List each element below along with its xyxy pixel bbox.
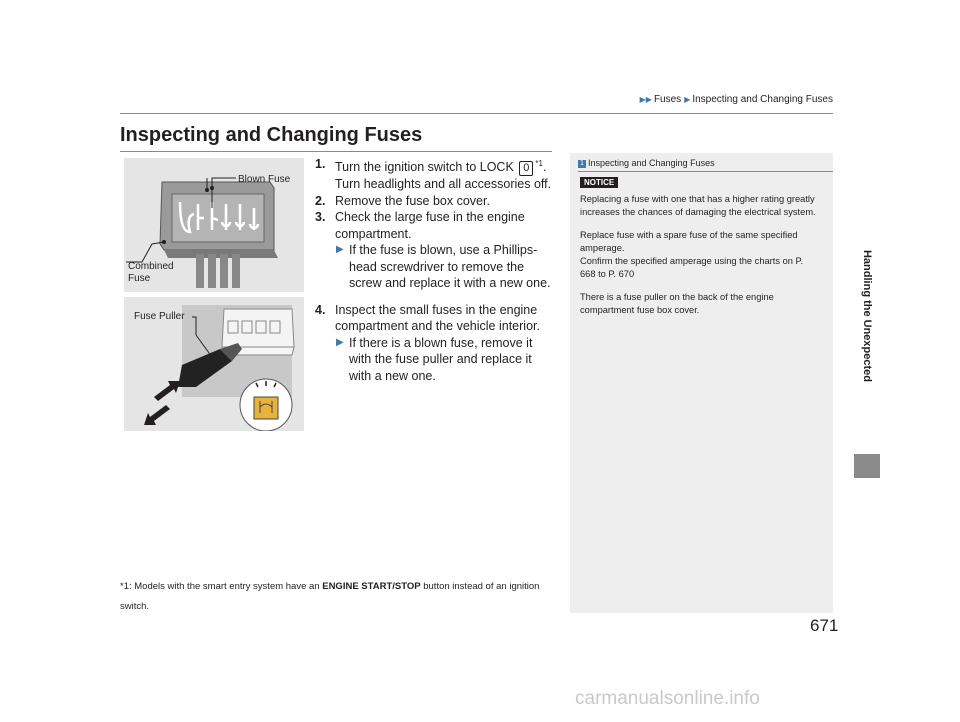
breadcrumb-arrow-icon: ▶ [684,95,691,104]
note-paragraph: Replace fuse with a spare fuse of the same specified amperage. [580,230,798,253]
step-text: Inspect the small fuses in the engine compartment and the vehicle interior. [335,302,540,334]
step-item [315,209,555,242]
step-number: 3. [315,210,326,225]
footnote-text: *1: Models with the smart entry system have an [120,581,323,592]
step-number: 4. [315,302,326,317]
note-paragraph: There is a fuse puller on the back of the engine compartment fuse box cover. [580,292,774,315]
combined-fuse-label: Fuse [128,273,151,284]
breadcrumb [0,94,833,105]
breadcrumb-item[interactable]: Inspecting and Changing Fuses [692,94,833,105]
title-divider [120,151,552,152]
section-side-tab-label: Handling the Unexpected [861,249,873,383]
note-body [580,193,818,327]
fuse-box-illustration [124,158,304,292]
note-marker-icon: 1 [578,160,586,168]
combined-fuse-label: Combined [128,261,174,272]
footnote-text: button instead of an ignition switch. [120,581,540,612]
page-number: 671 [810,616,839,635]
step-text: Check the large fuse in the engine compartment. [335,210,525,241]
fuse-puller-illustration [124,297,304,431]
page-title: Inspecting and Changing Fuses [120,124,423,146]
step-number: 1. [315,157,326,171]
lock-position-badge: 0 [519,161,533,176]
procedure-steps [315,156,555,384]
section-marker-block [854,454,880,478]
side-note-panel [570,153,833,613]
step-item [315,302,555,335]
footnote [120,577,560,617]
step-substep [315,242,555,292]
note-paragraph: Confirm the specified amperage using the charts on P. 668 to P. 670 [580,256,804,279]
substep-arrow-icon: ▶ [336,336,344,348]
step-text: Remove the fuse box cover. [335,193,490,208]
watermark: carmanualsonline.info [575,688,760,709]
breadcrumb-arrow-icon: ▶▶ [639,95,652,104]
note-heading-text: Inspecting and Changing Fuses [588,158,715,168]
note-heading [578,158,715,168]
note-divider [578,171,833,172]
substep-text: If there is a blown fuse, remove it with the fuse puller and replace it with a new one. [349,335,533,383]
step-item [315,193,555,210]
breadcrumb-item[interactable]: Fuses [653,94,682,105]
step-text: Turn the ignition switch to LOCK [335,160,518,175]
step-item [315,156,555,193]
blown-fuse-label: Blown Fuse [238,174,291,185]
step-number: 2. [315,193,326,208]
notice-badge: NOTICE [580,177,618,188]
note-paragraph: Replacing a fuse with one that has a higher rating greatly increases the chances of damaging the electrical system. [580,194,816,217]
fuse-puller-label: Fuse Puller [134,311,185,322]
footnote-ref[interactable]: *1 [535,159,543,168]
section-side-tab[interactable] [854,166,880,466]
step-substep [315,335,555,385]
footnote-button-name: ENGINE START/STOP [322,581,421,592]
substep-text: If the fuse is blown, use a Phillips-head screwdriver to remove the screw and replace it with a new one. [349,243,551,291]
header-divider [120,113,833,114]
substep-arrow-icon: ▶ [336,244,344,256]
step-text: . Turn headlights and all accessories off. [335,160,552,192]
